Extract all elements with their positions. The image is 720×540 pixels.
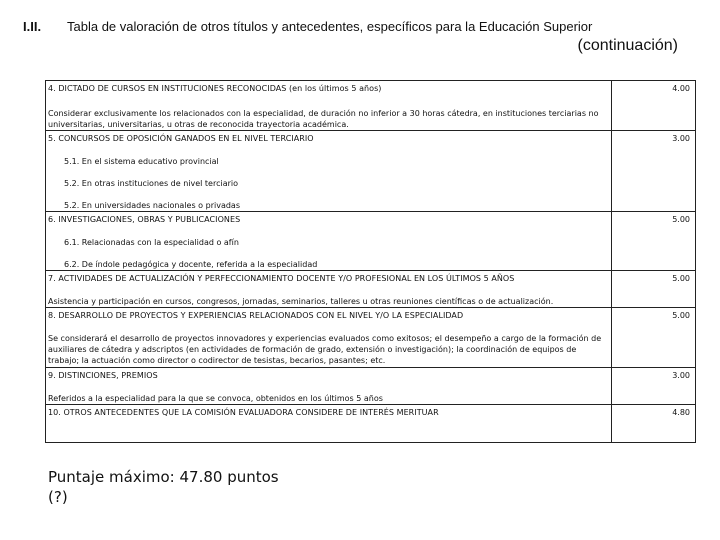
section-number: I.II. <box>23 19 42 34</box>
page-subtitle: (continuación) <box>577 37 678 54</box>
table-row <box>46 405 696 443</box>
table-row <box>46 81 696 131</box>
row-heading: 9. DISTINCIONES, PREMIOS <box>48 371 158 380</box>
row-points: 5.00 <box>612 308 696 368</box>
row-description <box>46 308 612 368</box>
row-note: Referidos a la especialidad para la que se convoca, obtenidos en los últimos 5 años <box>48 394 383 403</box>
row-note: Se considerará el desarrollo de proyectos innovadores y experiencias evaluados como exitosos; el desempeño a cargo de la formación de auxiliares de cátedra y adscriptos (en actividades de formación de grado, extensión o investigación); la coordinación de equipos de trabajo; la actuación como director o codirector de tesistas, becarios, pasantes; etc. <box>48 334 602 365</box>
row-description <box>46 271 612 308</box>
row-heading: 6. INVESTIGACIONES, OBRAS Y PUBLICACIONES <box>48 215 241 224</box>
row-subitem: 5.2. En otras instituciones de nivel terciario <box>64 179 239 188</box>
row-description <box>46 131 612 212</box>
table-row <box>46 271 696 308</box>
row-points: 5.00 <box>612 271 696 308</box>
row-subitem: 6.2. De índole pedagógica y docente, referida a la especialidad <box>64 260 318 269</box>
row-subitem: 5.2. En universidades nacionales o privadas <box>64 201 240 210</box>
valuation-table <box>45 80 696 443</box>
row-points: 5.00 <box>612 212 696 271</box>
summary-note: (?) <box>48 488 68 506</box>
row-heading: 5. CONCURSOS DE OPOSICIÓN GANADOS EN EL NIVEL TERCIARIO <box>48 134 314 143</box>
row-description <box>46 81 612 131</box>
table-row <box>46 308 696 368</box>
row-note: Considerar exclusivamente los relacionados con la especialidad, de duración no inferior a 30 horas cátedra, en instituciones terciarias no universitarias, universitarias, u otras de reconocida trayectoria académica. <box>48 109 599 129</box>
row-description <box>46 368 612 405</box>
table-row <box>46 368 696 405</box>
row-heading: 10. OTROS ANTECEDENTES QUE LA COMISIÓN EVALUADORA CONSIDERE DE INTERÉS MERITUAR <box>48 408 439 417</box>
row-heading: 7. ACTIVIDADES DE ACTUALIZACIÓN Y PERFECCIONAMIENTO DOCENTE Y/O PROFESIONAL EN LOS ÚLTIMOS 5 AÑOS <box>48 274 515 283</box>
row-note: Asistencia y participación en cursos, congresos, jornadas, seminarios, talleres u otras reuniones científicas o de actualización. <box>48 297 554 306</box>
row-points: 4.00 <box>612 81 696 131</box>
table-row <box>46 212 696 271</box>
row-heading: 8. DESARROLLO DE PROYECTOS Y EXPERIENCIAS RELACIONADOS CON EL NIVEL Y/O LA ESPECIALIDAD <box>48 311 464 320</box>
row-subitem: 5.1. En el sistema educativo provincial <box>64 157 219 166</box>
row-points: 3.00 <box>612 131 696 212</box>
row-points: 3.00 <box>612 368 696 405</box>
row-subitem: 6.1. Relacionadas con la especialidad o afín <box>64 238 239 247</box>
row-heading: 4. DICTADO DE CURSOS EN INSTITUCIONES RECONOCIDAS (en los últimos 5 años) <box>48 84 382 93</box>
row-description <box>46 405 612 443</box>
table-row <box>46 131 696 212</box>
max-score: Puntaje máximo: 47.80 puntos <box>48 468 279 486</box>
summary <box>48 467 279 507</box>
row-description <box>46 212 612 271</box>
page-title: Tabla de valoración de otros títulos y antecedentes, específicos para la Educación Superior <box>67 19 593 34</box>
row-points: 4.80 <box>612 405 696 443</box>
